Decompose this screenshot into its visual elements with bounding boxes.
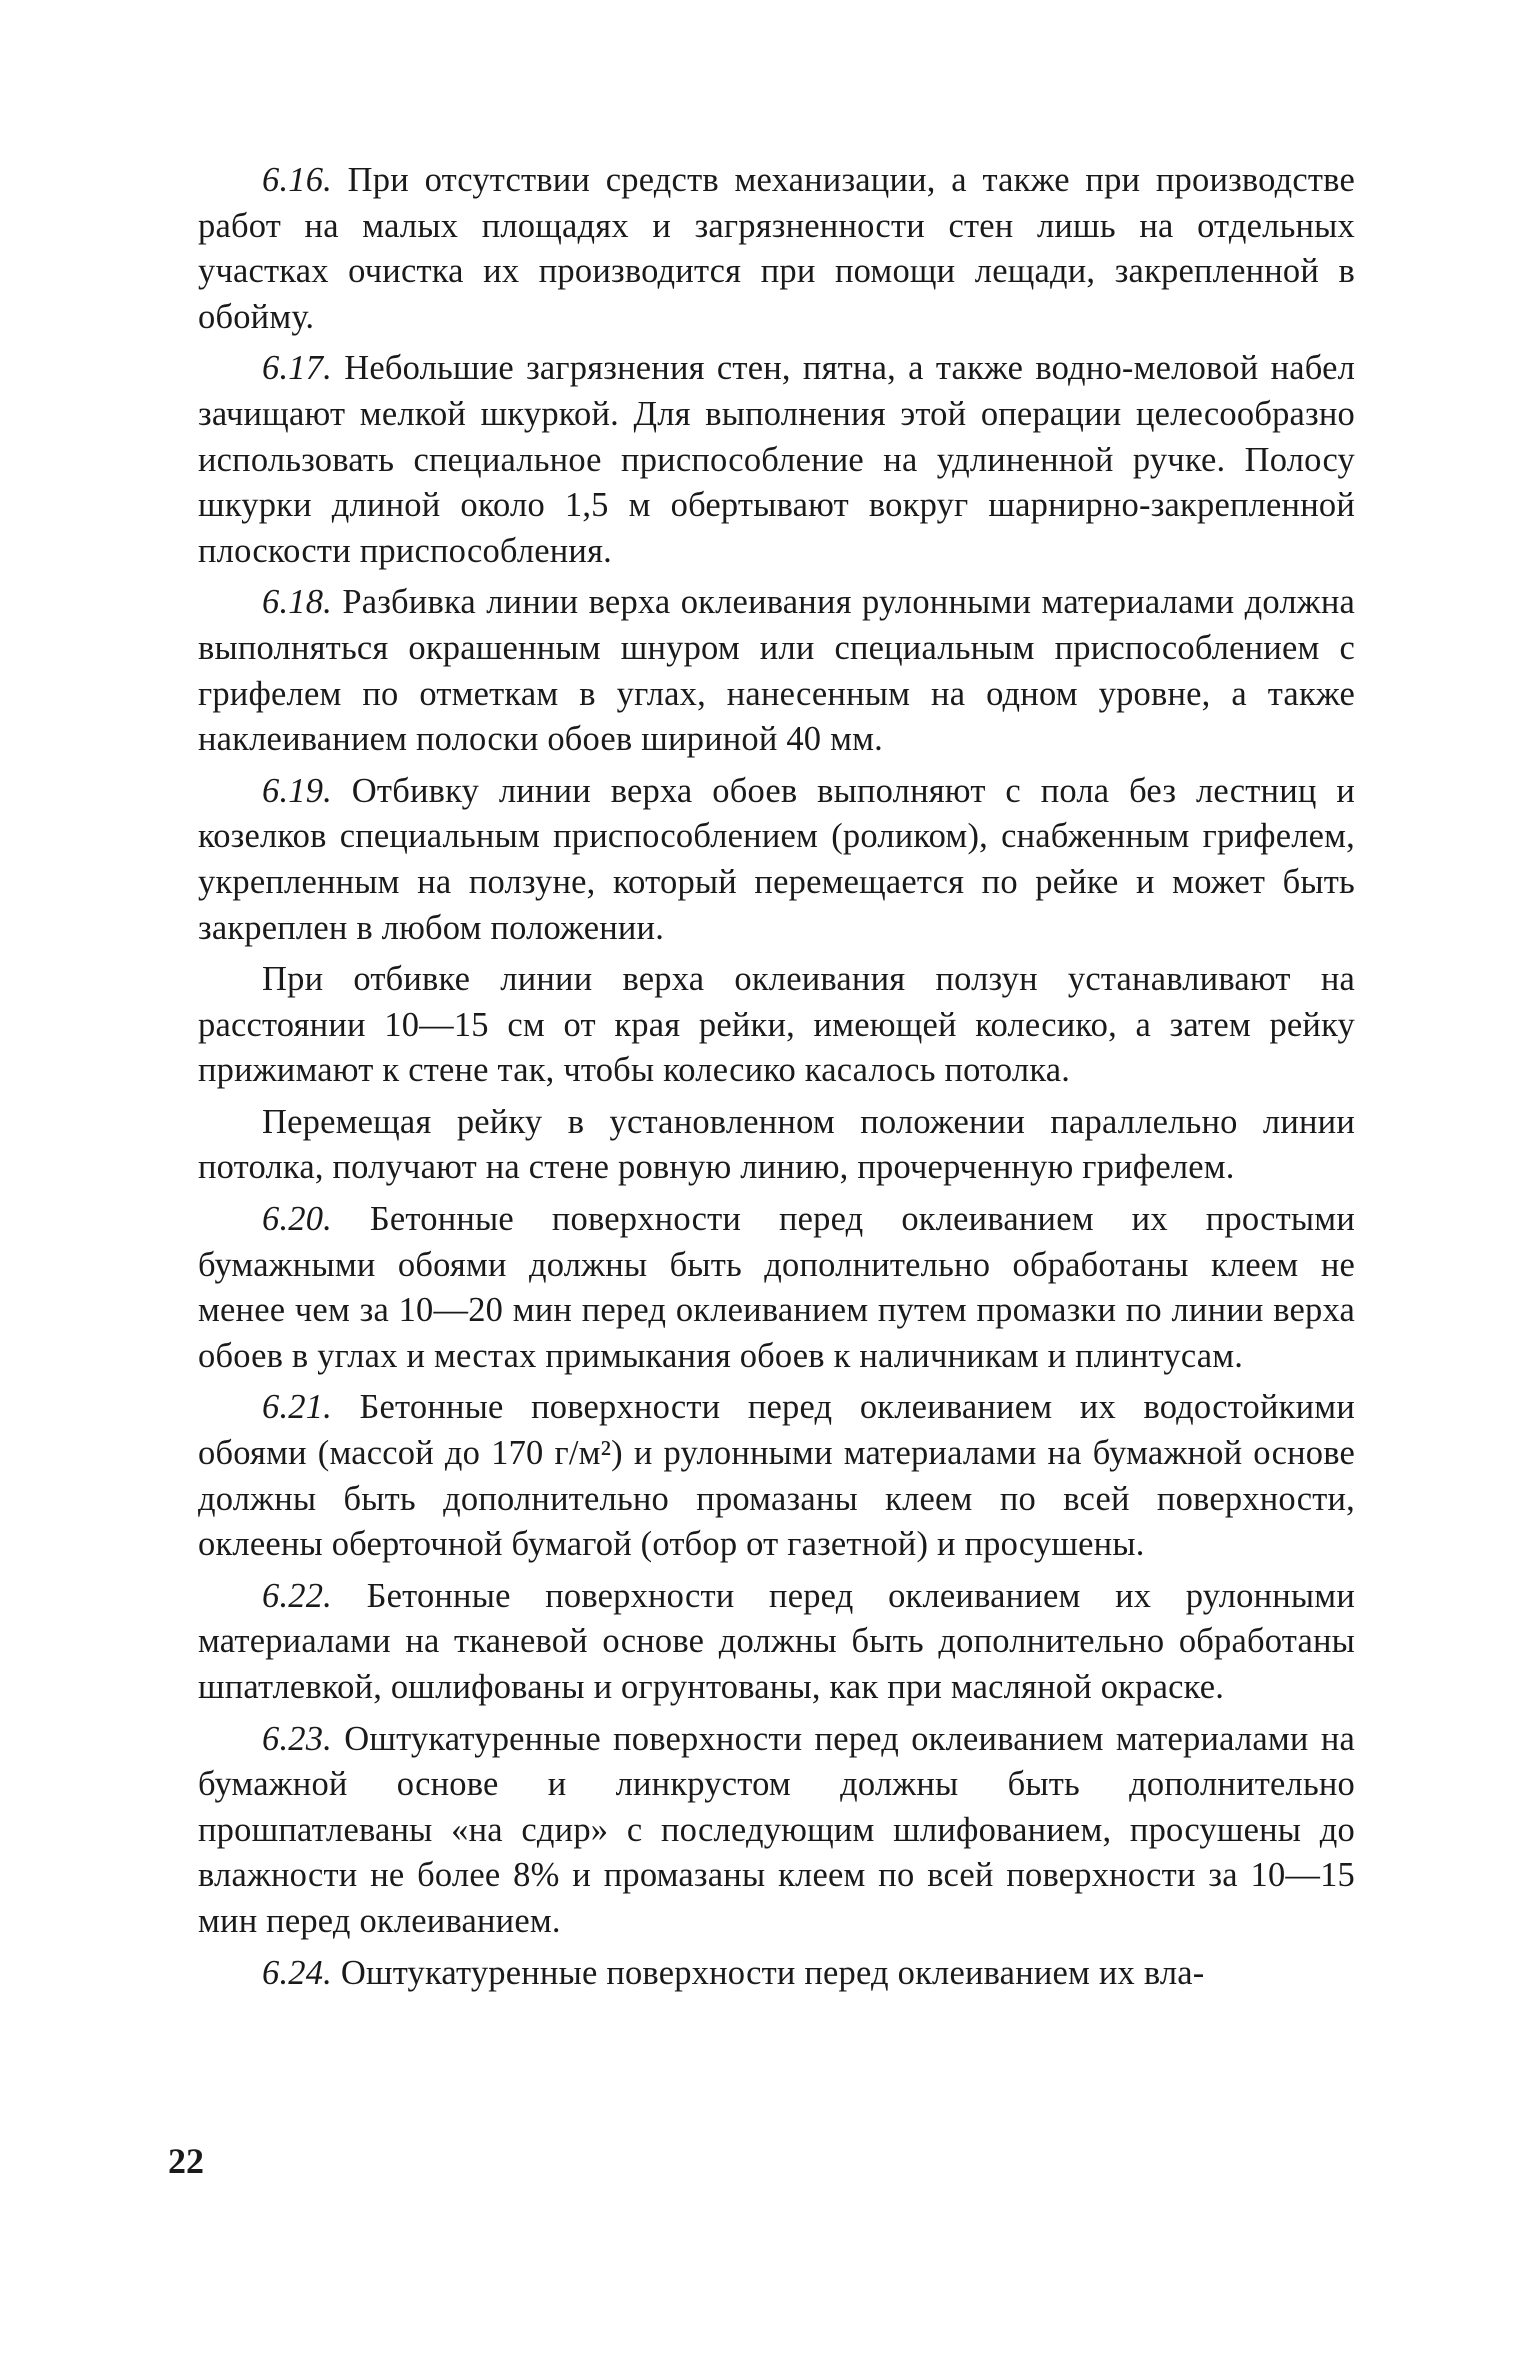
document-body	[198, 158, 1355, 2002]
paragraph-text: Отбивку линии верха обоев выполняют с пола без лестниц и козелков специальным приспособлением (роликом), снабженным грифелем, укрепленным на ползуне, который перемещается по рейке и может быть закреплен в любом положении.	[198, 771, 1355, 947]
paragraph-6-23	[198, 1717, 1355, 1945]
paragraph-text: Небольшие загрязнения стен, пятна, а также водно-меловой набел зачищают мелкой шкуркой. Для выполнения этой операции целесообразно использовать специальное приспособление на удлиненной ручке. Полосу шкурки длиной около 1,5 м обертывают вокруг шарнирно-закрепленной плоскости приспособления.	[198, 349, 1355, 570]
paragraph-6-19-continued-1	[198, 957, 1355, 1094]
paragraph-text: Разбивка линии верха оклеивания рулонными материалами должна выполняться окрашенным шнуром или специальным приспособлением с грифелем по отметкам в углах, нанесенным на одном уровне, а также наклеиванием полоски обоев шириной 40 мм.	[198, 583, 1355, 759]
paragraph-6-22	[198, 1574, 1355, 1711]
section-number: 6.23.	[262, 1719, 332, 1758]
paragraph-text: Бетонные поверхности перед оклеиванием их рулонными материалами на тканевой основе должны быть дополнительно обработаны шпатлевкой, ошлифованы и огрунтованы, как при масляной окраске.	[198, 1576, 1355, 1706]
section-number: 6.22.	[262, 1576, 332, 1615]
paragraph-text: Оштукатуренные поверхности перед оклеиванием их вла-	[332, 1953, 1205, 1992]
paragraph-text: При отсутствии средств механизации, а также при производстве работ на малых площадях и загрязненности стен лишь на отдельных участках очистка их производится при помощи лещади, закрепленной в обойму.	[198, 161, 1355, 336]
section-number: 6.19.	[262, 771, 332, 810]
section-number: 6.18.	[262, 583, 332, 622]
section-number: 6.24.	[262, 1953, 332, 1992]
section-number: 6.16.	[262, 161, 332, 199]
paragraph-6-19-continued-2	[198, 1100, 1355, 1191]
paragraph-text: При отбивке линии верха оклеивания ползун устанавливают на расстоянии 10—15 см от края рейки, имеющей колесико, а затем рейку прижимают к стене так, чтобы колесико касалось потолка.	[198, 960, 1355, 1090]
paragraph-6-20	[198, 1197, 1355, 1379]
paragraph-text: Оштукатуренные поверхности перед оклеиванием материалами на бумажной основе и линкрустом должны быть дополнительно прошпатлеваны «на сдир» с последующим шлифованием, просушены до влажности не более 8% и промазаны клеем по всей поверхности за 10—15 мин перед оклеиванием.	[198, 1719, 1355, 1940]
paragraph-6-21	[198, 1385, 1355, 1567]
paragraph-text: Бетонные поверхности перед оклеиванием их простыми бумажными обоями должны быть дополнительно обработаны клеем не менее чем за 10—20 мин перед оклеиванием путем промазки по линии верха обоев в углах и местах примыкания обоев к наличникам и плинтусам.	[198, 1200, 1355, 1375]
paragraph-6-18	[198, 580, 1355, 762]
paragraph-text: Бетонные поверхности перед оклеиванием их водостойкими обоями (массой до 170 г/м²) и рулонными материалами на бумажной основе должны быть дополнительно промазаны клеем по всей поверхности, оклеены оберточной бумагой (отбор от газетной) и просушены.	[198, 1388, 1355, 1564]
section-number: 6.17.	[262, 349, 332, 388]
paragraph-6-19	[198, 769, 1355, 951]
paragraph-6-24	[198, 1951, 1355, 1997]
paragraph-6-16	[198, 158, 1355, 340]
page-number: 22	[168, 2141, 204, 2181]
section-number: 6.21.	[262, 1388, 332, 1427]
section-number: 6.20.	[262, 1200, 332, 1239]
paragraph-6-17	[198, 346, 1355, 574]
paragraph-text: Перемещая рейку в установленном положении параллельно линии потолка, получают на стене ровную линию, прочерченную грифелем.	[198, 1102, 1355, 1187]
